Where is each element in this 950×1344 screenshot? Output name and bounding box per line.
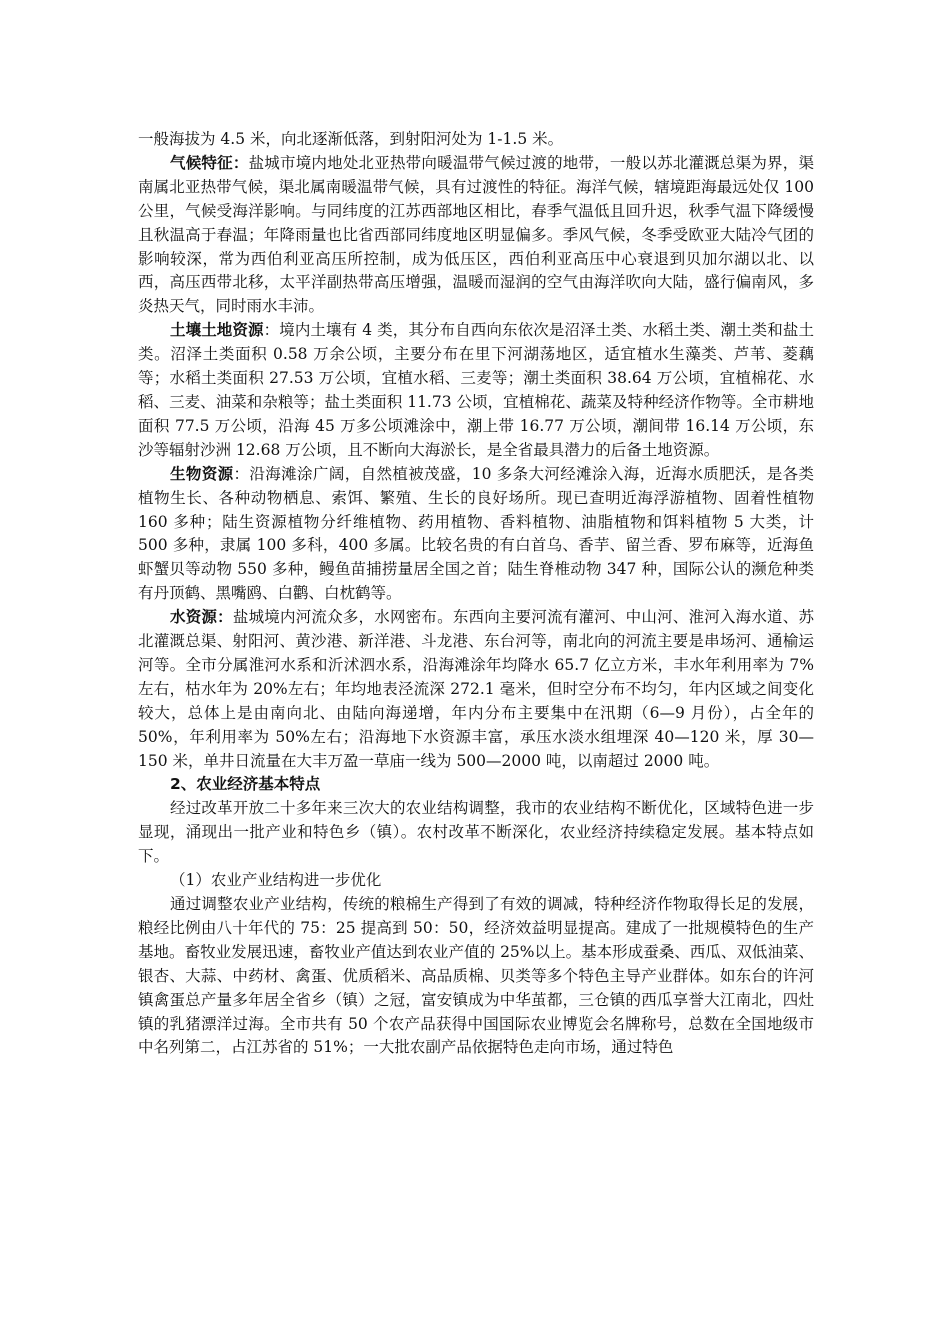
document-body	[138, 128, 814, 1060]
paragraph-soil	[138, 319, 814, 462]
water-text: 盐城境内河流众多，水网密布。东西向主要河流有灌河、中山河、淮河入海水道、苏北灌溉总渠、射阳河、黄沙港、新洋港、斗龙港、东台河等，南北向的河流主要是串场河、通榆运河等。全市分属淮河水系和沂沭泗水系，沿海滩涂年均降水 65.7 亿立方米，丰水年利用率为 7%左右，枯水年为 20%左右；年均地表泾流深 272.1 毫米，但时空分布不均匀，年内区域之间变化较大，总体上是由南向北、由陆向海递增，年内分布主要集中在汛期（6—9 月份），占全年的 50%，年利用率为 50%左右；沿海地下水资源丰富，承压水淡水组埋深 40—120 米，厚 30—150 米，单井日流量在大丰万盈一草庙一线为 500—2000 吨，以南超过 2000 吨。	[138, 608, 814, 770]
biology-heading: 生物资源	[170, 464, 234, 483]
climate-text: 盐城市境内地处北亚热带向暖温带气候过渡的地带，一般以苏北灌溉总渠为界，渠南属北亚热带气候，渠北属南暖温带气候，具有过渡性的特征。海洋气候，辖境距海最远处仅 100 公里，气候受海洋影响。与同纬度的江苏西部地区相比，春季气温低且回升迟，秋季气温下降缓慢且秋温高于春温；年降雨量也比省西部同纬度地区明显偏多。季风气候，冬季受欧亚大陆冷气团的影响较深，常为西伯利亚高压所控制，成为低压区，西伯利亚高压中心衰退到贝加尔湖以北、以西，高压西带北移，太平洋副热带高压增强，温暖而湿润的空气由海洋吹向大陆，盛行偏南风，多炎热天气，同时雨水丰沛。	[138, 153, 814, 316]
subheading-structure: （1）农业产业结构进一步优化	[170, 871, 382, 890]
water-heading: 水资源：	[170, 608, 233, 627]
biology-text: ：沿海滩涂广阔，自然植被茂盛，10 多条大河经滩涂入海，近海水质肥沃，是各类植物生长、各种动物栖息、索饵、繁殖、生长的良好场所。现已查明近海浮游植物、固着性植物 160 多种；陆生资源植物分纤维植物、药用植物、香料植物、油脂植物和饵料植物 5 大类，计 500 多种，隶属 100 多科，400 多属。比较名贵的有白首乌、香芋、留兰香、罗布麻等，近海鱼虾蟹贝等动物 550 多种，鳗鱼苗捕捞量居全国之首；陆生脊椎动物 347 种，国际公认的濒危种类有丹顶鹤、黑嘴鸥、白鹳、白枕鹤等。	[138, 464, 814, 603]
paragraph-reform: 经过改革开放二十多年来三次大的农业结构调整，我市的农业结构不断优化，区域特色进一步显现，涌现出一批产业和特色乡（镇）。农村改革不断深化，农业经济持续稳定发展。基本特点如下。	[138, 799, 814, 866]
section-heading-agri-economy: 2、农业经济基本特点	[170, 775, 321, 794]
paragraph-elevation: 一般海拔为 4.5 米，向北逐渐低落，到射阳河处为 1-1.5 米。	[138, 130, 564, 148]
paragraph-structure: 通过调整农业产业结构，传统的粮棉生产得到了有效的调减，特种经济作物取得长足的发展，粮经比例由八十年代的 75：25 提高到 50：50，经济效益明显提高。建成了一批规模特色的生产基地。畜牧业发展迅速，畜牧业产值达到农业产值的 25%以上。基本形成蚕桑、西瓜、双低油菜、银杏、大蒜、中药材、禽蛋、优质稻米、高品质棉、贝类等多个特色主导产业群体。如东台的许河镇禽蛋总产量多年居全省乡（镇）之冠，富安镇成为中华茧都，三仓镇的西瓜享誉大江南北，四灶镇的乳猪漂洋过海。全市共有 50 个农产品获得中国国际农业博览会名牌称号，总数在全国地级市中名列第二，占江苏省的 51%；一大批农副产品依据特色走向市场，通过特色	[138, 895, 814, 1057]
soil-text: ：境内土壤有 4 类，其分布自西向东依次是沼泽土类、水稻土类、潮土类和盐土类。沼泽土类面积 0.58 万余公顷，主要分布在里下河湖荡地区，适宜植水生藻类、芦苇、菱藕等；水稻土类面积 27.53 万公顷，宜植水稻、三麦等；潮土类面积 38.64 万公顷，宜植棉花、水稻、三麦、油菜和杂粮等；盐土类面积 11.73 公顷，宜植棉花、蔬菜及特种经济作物等。全市耕地面积 77.5 万公顷，沿海 45 万多公顷滩涂中，潮上带 16.77 万公顷，潮间带 16.14 万公顷，东沙等辐射沙洲 12.68 万公顷，且不断向大海淤长，是全省最具潜力的后备土地资源。	[138, 321, 814, 459]
paragraph-water	[138, 606, 814, 773]
climate-heading: 气候特征：	[170, 153, 249, 172]
paragraph-climate	[138, 152, 814, 319]
paragraph-biology	[138, 463, 814, 606]
soil-heading: 土壤土地资源	[170, 321, 264, 340]
